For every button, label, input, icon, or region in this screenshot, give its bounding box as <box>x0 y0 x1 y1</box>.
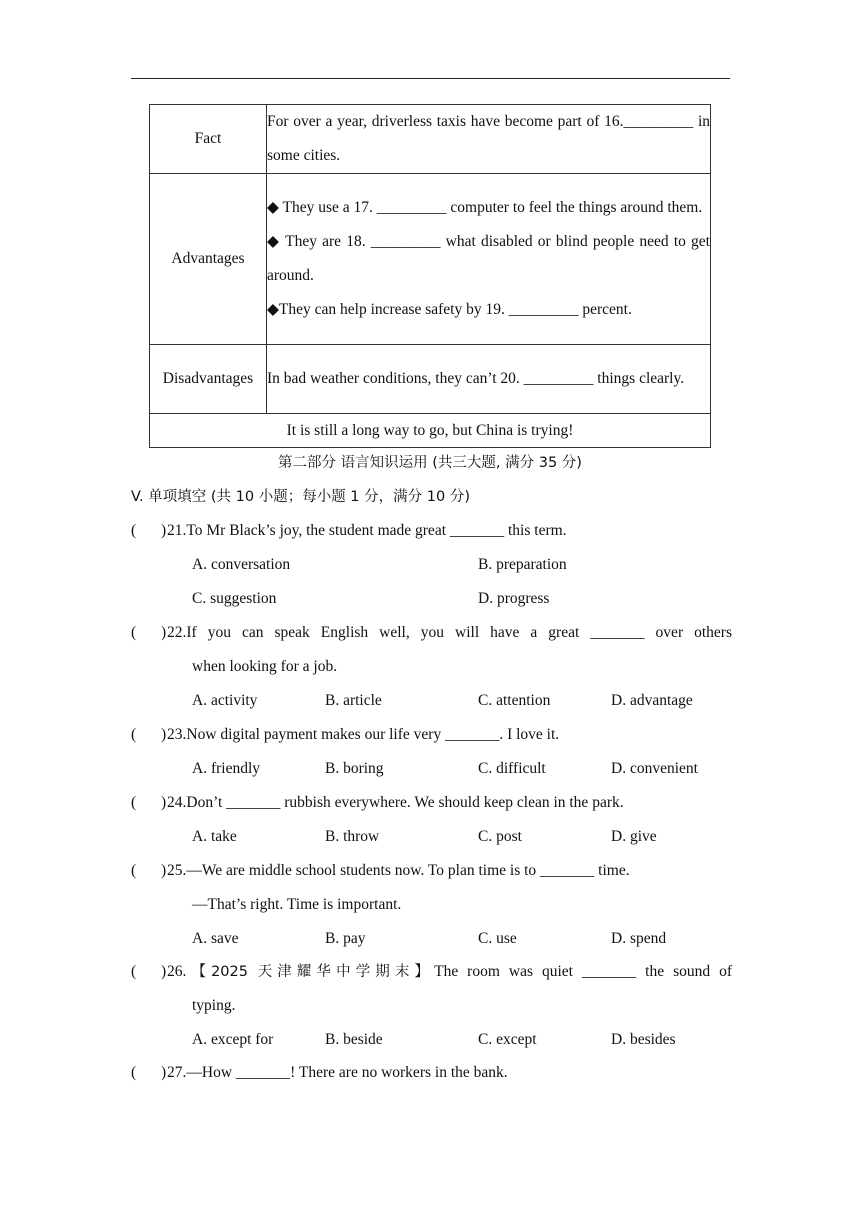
option-c[interactable]: C. suggestion <box>192 590 277 607</box>
question-22 <box>131 616 732 718</box>
row-content <box>267 345 711 414</box>
option-a[interactable]: A. except for <box>192 1031 274 1048</box>
option-c[interactable]: C. difficult <box>478 760 546 777</box>
question-27 <box>131 1056 732 1090</box>
option-c[interactable]: C. except <box>478 1031 537 1048</box>
row-content <box>267 174 711 345</box>
answer-bracket[interactable]: ( ) <box>131 624 167 641</box>
table-row-footer <box>150 414 711 448</box>
question-26 <box>131 955 732 1057</box>
answer-bracket[interactable]: ( ) <box>131 522 167 539</box>
question-stem-continued: when looking for a job. <box>192 658 338 675</box>
option-a[interactable]: A. save <box>192 930 239 947</box>
question-stem: Now digital payment makes our life very _______. I love it. <box>186 726 560 743</box>
row-label: Disadvantages <box>150 345 267 414</box>
answer-bracket[interactable]: ( ) <box>131 862 167 879</box>
option-d[interactable]: D. spend <box>611 930 667 947</box>
option-c[interactable]: C. use <box>478 930 517 947</box>
question-23 <box>131 718 732 786</box>
answer-bracket[interactable]: ( ) <box>131 1064 167 1081</box>
question-reply: —That’s right. Time is important. <box>192 896 402 913</box>
disadvantage-text: In bad weather conditions, they can’t 20. _________ things clearly. <box>267 370 685 387</box>
fact-text: For over a year, driverless taxis have become part of 16._________ in some cities. <box>267 113 710 164</box>
option-a[interactable]: A. activity <box>192 692 258 709</box>
question-number: 23. <box>167 726 187 743</box>
answer-bracket[interactable]: ( ) <box>131 726 167 743</box>
option-b[interactable]: B. article <box>325 692 382 709</box>
option-d[interactable]: D. advantage <box>611 692 693 709</box>
question-number: 25. <box>167 862 187 879</box>
option-b[interactable]: B. preparation <box>478 556 567 573</box>
advantage-item: ◆They can help increase safety by 19. _________ percent. <box>267 301 632 318</box>
section-title: 第二部分 语言知识运用 (共三大题, 满分 35 分) <box>278 455 582 471</box>
option-c[interactable]: C. attention <box>478 692 551 709</box>
row-label: Fact <box>150 105 267 174</box>
question-stem: If you can speak English well, you will have a great _______ over others <box>186 624 732 641</box>
question-21 <box>131 514 732 616</box>
question-number: 24. <box>167 794 187 811</box>
table-row-advantages <box>150 174 711 345</box>
option-a[interactable]: A. take <box>192 828 237 845</box>
option-d[interactable]: D. convenient <box>611 760 698 777</box>
option-b[interactable]: B. pay <box>325 930 366 947</box>
question-number: 22. <box>167 624 187 641</box>
advantage-item: ◆ They are 18. _________ what disabled or blind people need to get around. <box>267 233 710 284</box>
question-number: 26. <box>167 963 187 980</box>
driverless-taxi-table <box>149 104 711 448</box>
question-number: 27. <box>167 1064 187 1081</box>
table-row-fact <box>150 105 711 174</box>
option-d[interactable]: D. progress <box>478 590 550 607</box>
row-label: Advantages <box>150 174 267 345</box>
answer-bracket[interactable]: ( ) <box>131 963 167 980</box>
header-rule <box>131 78 730 79</box>
question-25 <box>131 854 732 956</box>
question-number: 21. <box>167 522 187 539</box>
question-stem: To Mr Black’s joy, the student made great _______ this term. <box>186 522 567 539</box>
table-row-disadvantages <box>150 345 711 414</box>
option-b[interactable]: B. boring <box>325 760 384 777</box>
table-footer: It is still a long way to go, but China is trying! <box>150 414 711 448</box>
part-title: V. 单项填空 (共 10 小题；每小题 1 分，满分 10 分) <box>131 489 470 505</box>
option-a[interactable]: A. conversation <box>192 556 291 573</box>
option-c[interactable]: C. post <box>478 828 522 845</box>
row-content <box>267 105 711 174</box>
option-a[interactable]: A. friendly <box>192 760 261 777</box>
question-stem: The room was quiet _______ the sound of <box>434 963 732 980</box>
answer-bracket[interactable]: ( ) <box>131 794 167 811</box>
question-stem-continued: typing. <box>192 997 236 1014</box>
option-b[interactable]: B. beside <box>325 1031 383 1048</box>
question-stem: —We are middle school students now. To plan time is to _______ time. <box>186 862 630 879</box>
option-d[interactable]: D. give <box>611 828 657 845</box>
advantage-item: ◆ They use a 17. _________ computer to feel the things around them. <box>267 199 703 216</box>
question-stem: —How _______! There are no workers in the bank. <box>186 1064 508 1081</box>
question-24 <box>131 786 732 854</box>
question-source: 【2025 天津耀华中学期末】 <box>186 964 435 980</box>
option-d[interactable]: D. besides <box>611 1031 676 1048</box>
question-stem: Don’t _______ rubbish everywhere. We should keep clean in the park. <box>186 794 624 811</box>
option-b[interactable]: B. throw <box>325 828 380 845</box>
